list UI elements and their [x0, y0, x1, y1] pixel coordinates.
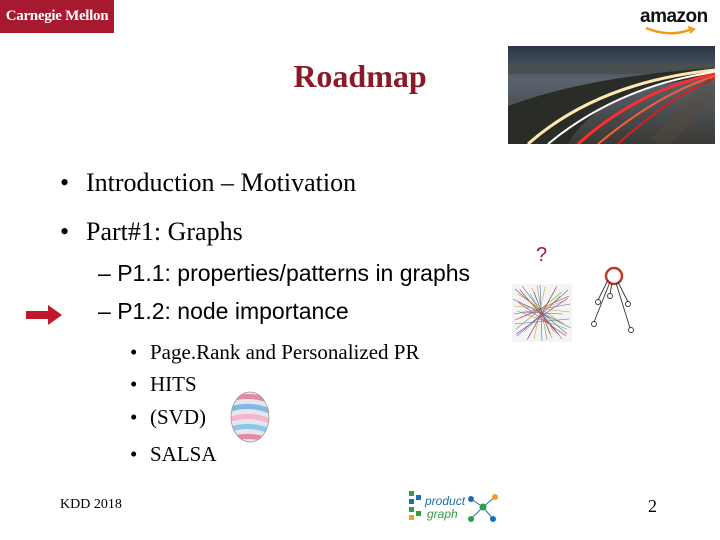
- page-number: 2: [648, 496, 657, 516]
- amazon-smile-icon: [644, 26, 700, 36]
- logo-text-product: product: [425, 494, 466, 508]
- topic-marker: •: [130, 405, 138, 429]
- bullet-text: Introduction – Motivation: [86, 168, 357, 197]
- footer-conference: KDD 2018: [60, 497, 122, 512]
- star-graph-icon: [586, 258, 646, 336]
- easter-egg-icon: [228, 388, 272, 444]
- topic-marker: •: [130, 340, 138, 364]
- bullet-marker: •: [60, 217, 70, 246]
- dense-graph-icon: [512, 284, 572, 342]
- bullet-text: Part#1: Graphs: [86, 217, 243, 246]
- product-graph-logo: [405, 485, 505, 529]
- sub-bullet-marker: –: [98, 298, 111, 324]
- topic-marker: •: [130, 372, 138, 396]
- topic-text: Page.Rank and Personalized PR: [150, 340, 420, 364]
- highway-night-photo: [508, 46, 715, 144]
- topic-text: HITS: [150, 372, 197, 396]
- topic-text: (SVD): [150, 405, 206, 429]
- topic-svd: [130, 405, 206, 430]
- topic-marker: •: [130, 442, 138, 466]
- topic-pagerank: [130, 340, 419, 365]
- slide-title: Roadmap: [293, 58, 427, 94]
- topic-text: SALSA: [150, 442, 217, 466]
- sub-bullet-text: P1.1: properties/patterns in graphs: [117, 260, 471, 286]
- bullet-part1-graphs: [60, 217, 243, 247]
- bullet-marker: •: [60, 168, 70, 197]
- current-section-arrow-icon: [24, 304, 64, 326]
- carnegie-mellon-logo: Carnegie Mellon: [0, 0, 114, 33]
- amazon-wordmark: amazon: [640, 6, 708, 27]
- topic-salsa: [130, 442, 217, 467]
- topic-hits: [130, 372, 197, 397]
- sub-bullet-text: P1.2: node importance: [117, 298, 349, 324]
- sub-bullet-marker: –: [98, 260, 111, 286]
- amazon-logo: [640, 6, 708, 36]
- sub-bullet-properties: [98, 260, 470, 287]
- bullet-introduction: [60, 168, 356, 198]
- question-mark: ?: [536, 244, 548, 266]
- sub-bullet-node-importance: [98, 298, 349, 325]
- logo-text-graph: graph: [427, 507, 458, 521]
